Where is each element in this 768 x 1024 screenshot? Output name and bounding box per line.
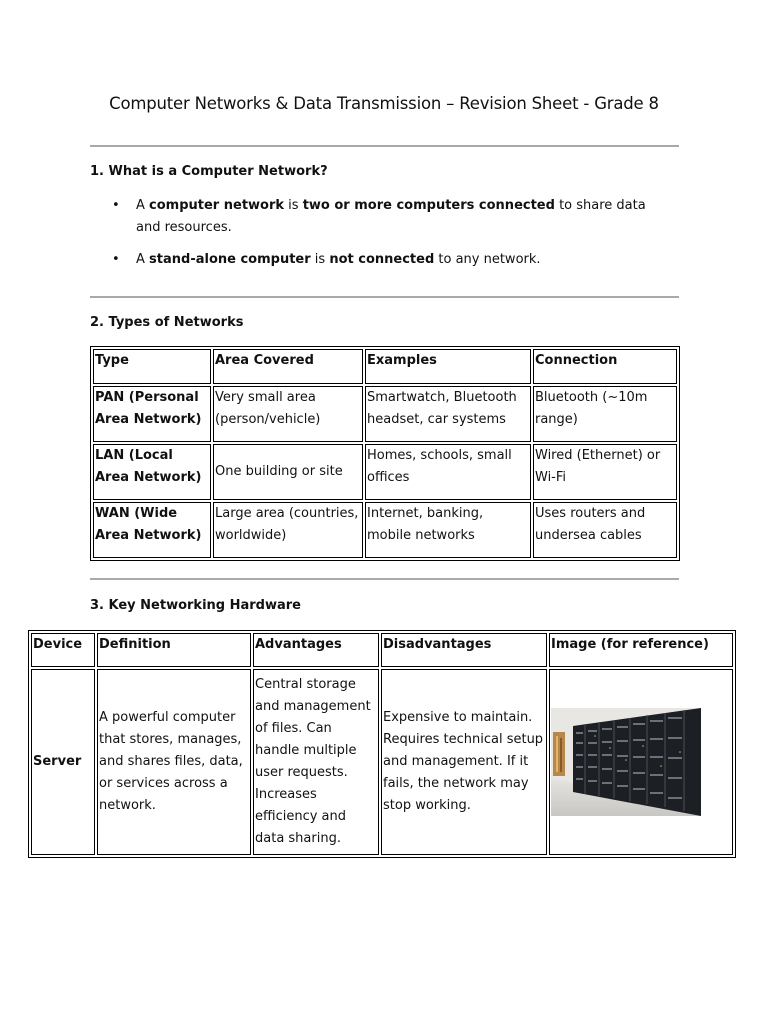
table-header-row <box>93 349 677 384</box>
table-row <box>93 386 677 442</box>
term: two or more computers connected <box>302 198 555 213</box>
table-cell: Homes, schools, small offices <box>365 444 531 500</box>
table-cell <box>549 669 733 855</box>
column-header: Definition <box>99 637 171 652</box>
table-cell: A powerful computer that stores, manages, and shares files, data, or services across a network. <box>97 669 251 855</box>
table-cell: Smartwatch, Bluetooth headset, car systems <box>365 386 531 442</box>
table-cell: Wired (Ethernet) or Wi-Fi <box>533 444 677 500</box>
bullet-dot-icon: • <box>112 252 120 267</box>
section-heading-network: 1. What is a Computer Network? <box>90 164 328 179</box>
section-heading-hardware: 3. Key Networking Hardware <box>90 598 302 613</box>
table-cell: Bluetooth (~10m range) <box>533 386 677 442</box>
term: computer network <box>149 198 285 213</box>
list-item <box>112 195 652 239</box>
table-cell: PAN (Personal Area Network) <box>95 390 202 427</box>
section-heading-types: 2. Types of Networks <box>90 315 244 330</box>
page-title: Computer Networks & Data Transmission – Revision Sheet - Grade 8 <box>109 94 659 113</box>
column-header: Disadvantages <box>383 637 492 652</box>
table-cell: Internet, banking, mobile networks <box>365 502 531 558</box>
network-types-table <box>90 346 680 561</box>
text: to share data and resources. <box>136 198 646 235</box>
text: A <box>136 252 150 267</box>
column-header: Device <box>33 637 83 652</box>
divider <box>90 145 679 147</box>
column-header: Advantages <box>255 637 342 652</box>
column-header: Examples <box>367 353 437 368</box>
bullet-dot-icon: • <box>112 198 120 213</box>
hardware-table <box>28 630 736 858</box>
server-room-photo-icon <box>551 708 701 816</box>
table-cell: Expensive to maintain. Requires technical setup and management. If it fails, the network may stop working. <box>381 669 547 855</box>
table-cell: LAN (Local Area Network) <box>95 448 202 485</box>
table-cell: Very small area (person/vehicle) <box>213 386 363 442</box>
table-cell: WAN (Wide Area Network) <box>95 506 202 543</box>
table-cell: Central storage and management of files. Can handle multiple user requests. Increases efficiency and data sharing. <box>253 669 379 855</box>
table-cell: One building or site <box>213 444 363 500</box>
table-cell: Server <box>33 754 82 769</box>
text: is <box>310 252 330 267</box>
text: to any network. <box>434 252 541 267</box>
column-header: Connection <box>535 353 618 368</box>
term: not connected <box>329 252 435 267</box>
table-header-row <box>31 633 733 667</box>
table-cell: Uses routers and undersea cables <box>533 502 677 558</box>
divider <box>90 296 679 298</box>
column-header: Image (for reference) <box>551 637 709 652</box>
column-header: Area Covered <box>215 353 314 368</box>
divider <box>90 578 679 580</box>
term: stand-alone computer <box>149 252 311 267</box>
server-rack-image <box>551 708 701 816</box>
table-row <box>31 669 733 855</box>
list-item <box>112 249 652 271</box>
table-cell: Large area (countries, worldwide) <box>213 502 363 558</box>
table-row <box>93 502 677 558</box>
bullet-list <box>112 195 652 281</box>
column-header: Type <box>95 353 129 368</box>
text: is <box>284 198 303 213</box>
text: A <box>136 198 150 213</box>
table-row <box>93 444 677 500</box>
